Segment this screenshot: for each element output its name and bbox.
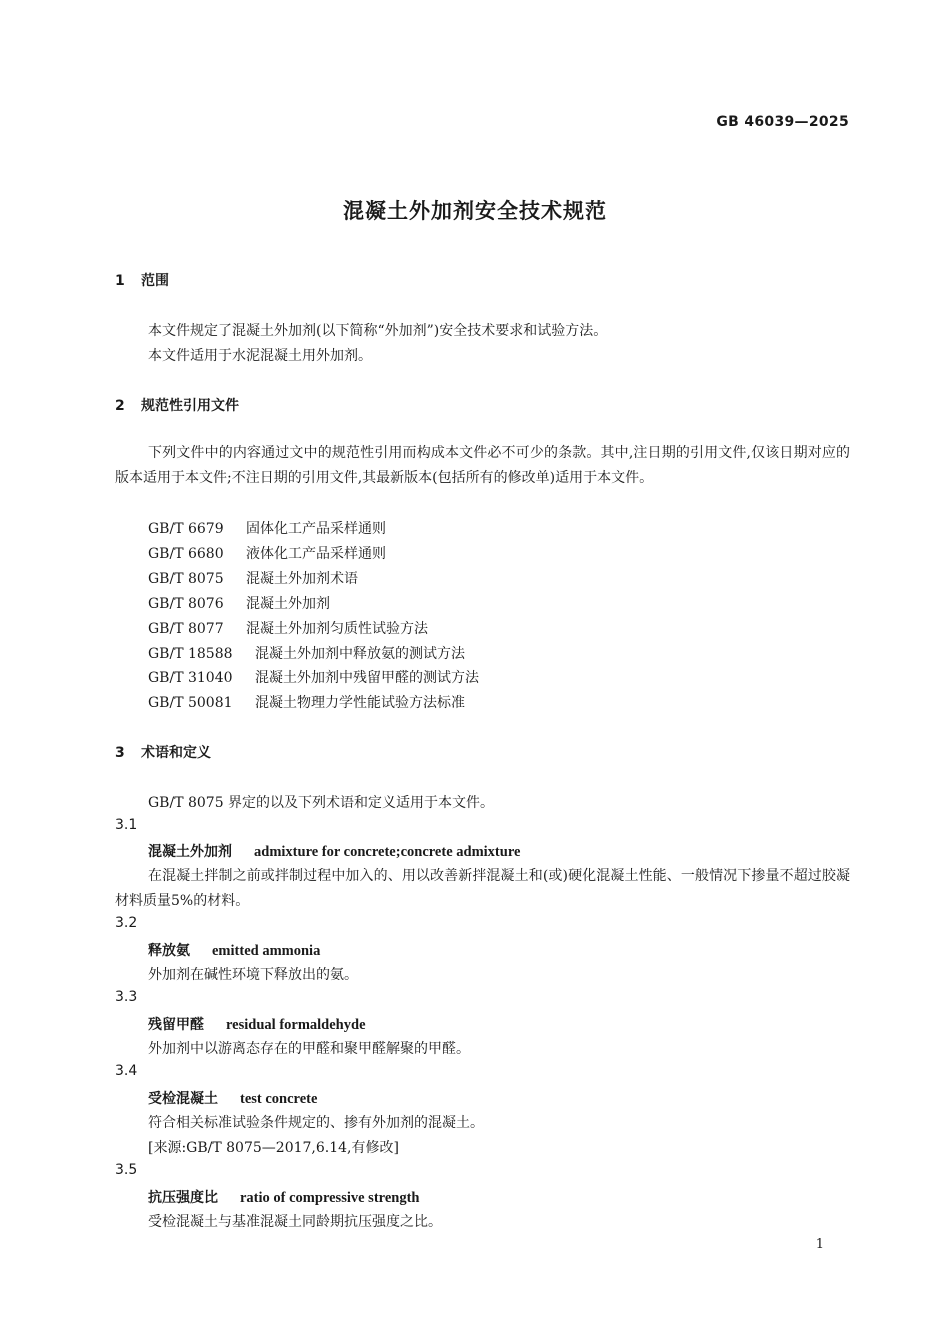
- term-entry: [148, 1088, 317, 1108]
- reference-item: [148, 543, 386, 563]
- reference-code: GB/T 50081: [148, 695, 233, 711]
- reference-code: GB/T 6679: [148, 521, 224, 537]
- section-number: 1: [115, 273, 125, 289]
- term-entry: [148, 1187, 419, 1207]
- term-chinese: 残留甲醛: [148, 1017, 204, 1033]
- clause-number: 3.3: [115, 989, 138, 1005]
- term-source: [来源:GB/T 8075—2017,6.14,有修改]: [148, 1140, 399, 1156]
- term-chinese: 受检混凝土: [148, 1091, 218, 1107]
- term-english: ratio of compressive strength: [240, 1190, 420, 1206]
- term-chinese: 释放氨: [148, 943, 190, 959]
- term-definition: 符合相关标准试验条件规定的、掺有外加剂的混凝土。: [148, 1115, 484, 1131]
- term-english: admixture for concrete;concrete admixture: [254, 844, 521, 860]
- section-3-heading: [115, 742, 211, 762]
- reference-item: [148, 692, 465, 712]
- term-definition: 受检混凝土与基准混凝土同龄期抗压强度之比。: [148, 1214, 442, 1230]
- term-english: residual formaldehyde: [226, 1017, 366, 1033]
- document-title: 混凝土外加剂安全技术规范: [343, 199, 607, 223]
- section-title: 范围: [141, 273, 169, 289]
- term-definition: 外加剂在碱性环境下释放出的氨。: [148, 967, 358, 983]
- reference-title: 混凝土物理力学性能试验方法标准: [255, 695, 465, 711]
- term-entry: [148, 841, 520, 861]
- term-english: test concrete: [240, 1091, 318, 1107]
- reference-title: 混凝土外加剂术语: [246, 571, 358, 587]
- reference-item: [148, 518, 386, 538]
- clause-number: 3.4: [115, 1063, 138, 1079]
- reference-title: 混凝土外加剂匀质性试验方法: [246, 621, 428, 637]
- reference-title: 固体化工产品采样通则: [246, 521, 386, 537]
- section-number: 2: [115, 398, 125, 414]
- reference-code: GB/T 8076: [148, 596, 224, 612]
- reference-code: GB/T 31040: [148, 670, 233, 686]
- section-title: 术语和定义: [141, 745, 211, 761]
- term-entry: [148, 1014, 366, 1034]
- reference-code: GB/T 18588: [148, 646, 233, 662]
- reference-item: [148, 643, 465, 663]
- reference-title: 混凝土外加剂中残留甲醛的测试方法: [255, 670, 479, 686]
- clause-number: 3.1: [115, 817, 138, 833]
- term-chinese: 抗压强度比: [148, 1190, 218, 1206]
- reference-code: GB/T 6680: [148, 546, 224, 562]
- section-number: 3: [115, 745, 125, 761]
- paragraph: 下列文件中的内容通过文中的规范性引用而构成本文件必不可少的条款。其中,注日期的引用文件,仅该日期对应的版本适用于本文件;不注日期的引用文件,其最新版本(包括所有的修改单)适用于本文件。: [115, 445, 850, 486]
- section-title: 规范性引用文件: [141, 398, 239, 414]
- section-1-heading: [115, 270, 169, 290]
- paragraph: GB/T 8075 界定的以及下列术语和定义适用于本文件。: [148, 795, 495, 811]
- reference-item: [148, 593, 330, 613]
- term-definition: 在混凝土拌制之前或拌制过程中加入的、用以改善新拌混凝土和(或)硬化混凝土性能、一般情况下掺量不超过胶凝材料质量5%的材料。: [115, 868, 850, 909]
- reference-item: [148, 568, 358, 588]
- paragraph: 本文件适用于水泥混凝土用外加剂。: [148, 348, 372, 364]
- reference-item: [148, 618, 428, 638]
- standard-number: GB 46039—2025: [716, 114, 849, 130]
- term-chinese: 混凝土外加剂: [148, 844, 232, 860]
- clause-number: 3.5: [115, 1162, 138, 1178]
- reference-item: [148, 667, 479, 687]
- reference-title: 液体化工产品采样通则: [246, 546, 386, 562]
- term-entry: [148, 940, 320, 960]
- paragraph: 本文件规定了混凝土外加剂(以下简称“外加剂”)安全技术要求和试验方法。: [148, 323, 608, 339]
- clause-number: 3.2: [115, 915, 138, 931]
- reference-code: GB/T 8075: [148, 571, 224, 587]
- reference-title: 混凝土外加剂: [246, 596, 330, 612]
- reference-code: GB/T 8077: [148, 621, 224, 637]
- term-definition: 外加剂中以游离态存在的甲醛和聚甲醛解聚的甲醛。: [148, 1041, 470, 1057]
- reference-title: 混凝土外加剂中释放氨的测试方法: [255, 646, 465, 662]
- section-2-heading: [115, 395, 239, 415]
- term-english: emitted ammonia: [212, 943, 321, 959]
- page-number: 1: [815, 1237, 824, 1252]
